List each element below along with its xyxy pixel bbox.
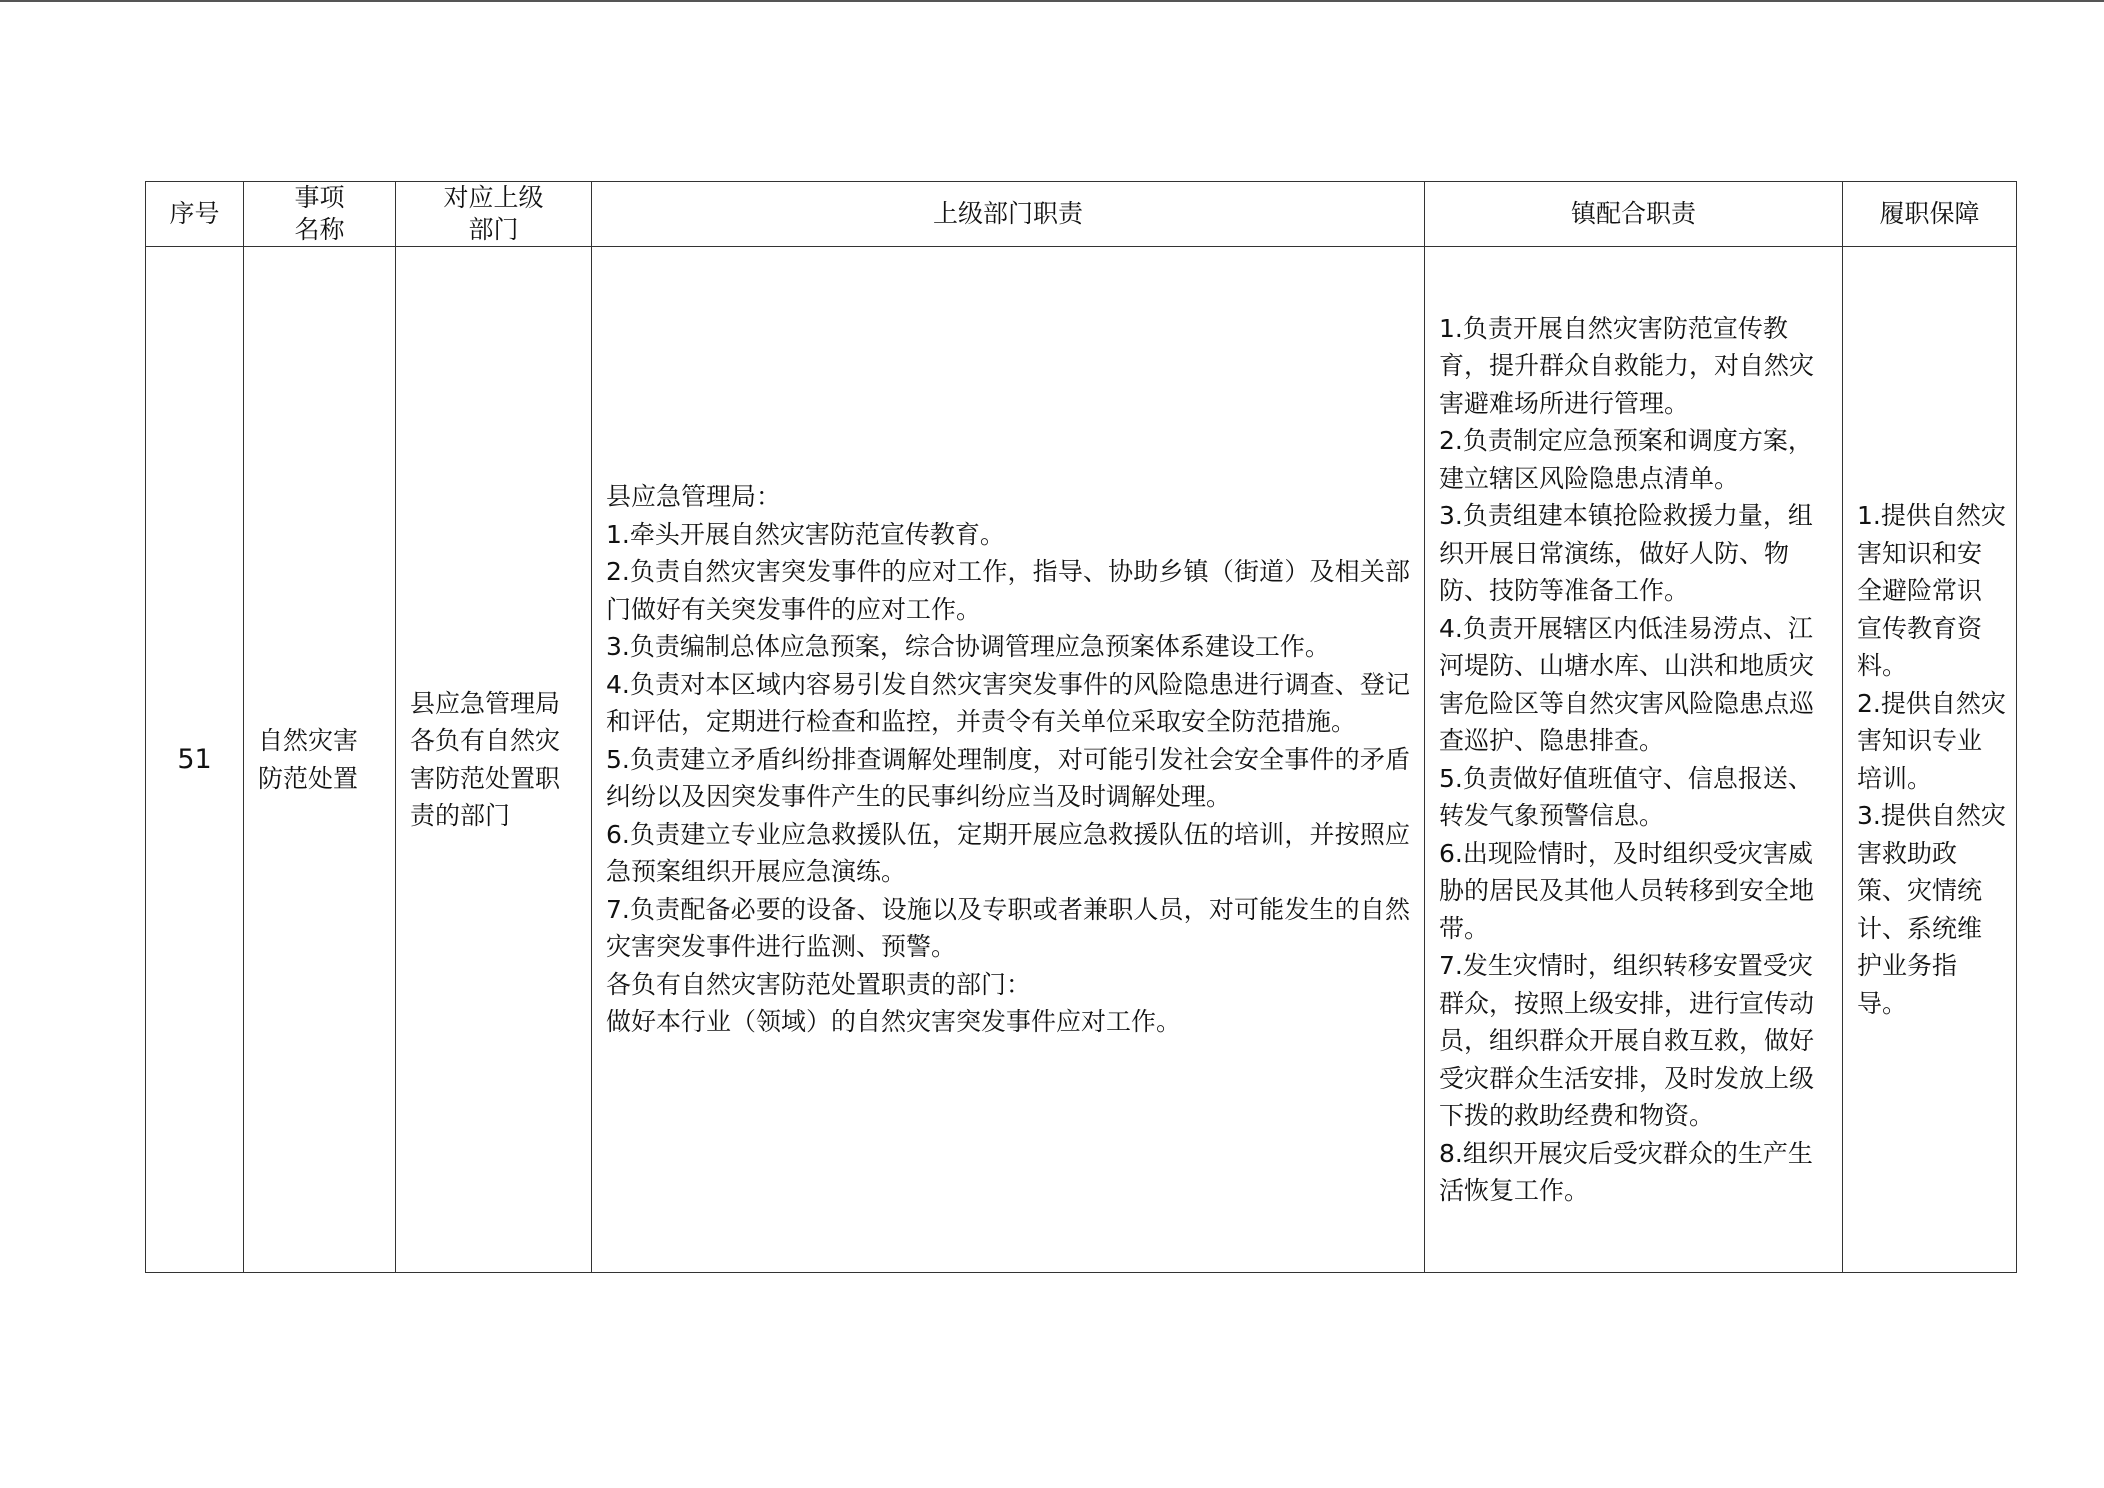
header-dept [396,182,592,247]
upper-duty-line: 4.负责对本区域内容易引发自然灾害突发事件的风险隐患进行调查、登记和评估，定期进行检查和监控，并责令有关单位采取安全防范措施。 [606,669,1410,737]
town-duty-line: 2.负责制定应急预案和调度方案，建立辖区风险隐患点清单。 [1439,426,1813,493]
header-index [146,182,244,247]
table-row [146,247,2017,1273]
upper-duty-line: 县应急管理局： [606,482,782,512]
upper-duty-line: 7.负责配备必要的设备、设施以及专职或者兼职人员，对可能发生的自然灾害突发事件进行监测、预警。 [606,894,1410,962]
upper-duty-line: 2.负责自然灾害突发事件的应对工作，指导、协助乡镇（街道）及相关部门做好有关突发事件的应对工作。 [606,557,1410,624]
guarantee-line: 2.提供自然灾害知识专业培训。 [1857,688,2006,793]
header-town-duty-label: 镇配合职责 [1570,199,1696,228]
cell-guarantee [1843,247,2017,1273]
header-dept-line-1: 对应上级 [443,183,544,212]
header-item-name-line-2: 名称 [294,215,345,244]
town-duty-line: 5.负责做好值班值守、信息报送、转发气象预警信息。 [1439,763,1813,830]
upper-duty-line: 1.牵头开展自然灾害防范宣传教育。 [606,519,1005,549]
upper-duty-line: 各负有自然灾害防范处置职责的部门： [606,969,1032,999]
table-header-row [146,182,2017,247]
guarantee-line: 3.提供自然灾害救助政策、灾情统计、系统维护业务指导。 [1857,801,2006,1018]
header-item-name [244,182,396,247]
header-item-name-line-1: 事项 [294,183,345,212]
town-duty-line: 3.负责组建本镇抢险救援力量，组织开展日常演练，做好人防、物防、技防等准备工作。 [1439,501,1813,605]
upper-duty-line: 6.负责建立专业应急救援队伍，定期开展应急救援队伍的培训，并按照应急预案组织开展应急演练。 [606,819,1410,887]
upper-duty-line: 5.负责建立矛盾纠纷排查调解处理制度，对可能引发社会安全事件的矛盾纠纷以及因突发事件产生的民事纠纷应当及时调解处理。 [606,744,1410,812]
header-upper-duty-label: 上级部门职责 [932,199,1083,228]
header-guarantee [1843,182,2017,247]
header-town-duty [1425,182,1843,247]
header-upper-duty [592,182,1425,247]
header-dept-line-2: 部门 [468,215,519,244]
cell-upper-duty [592,247,1425,1273]
town-duty-line: 6.出现险情时，及时组织受灾害威胁的居民及其他人员转移到安全地带。 [1439,838,1815,943]
town-duty-line: 7.发生灾情时，组织转移安置受灾群众，按照上级安排，进行宣传动员，组织群众开展自救互救，做好受灾群众生活安排，及时发放上级下拨的救助经费和物资。 [1439,951,1815,1130]
guarantee-line: 1.提供自然灾害知识和安全避险常识宣传教育资料。 [1857,501,2006,680]
town-duty-line: 8.组织开展灾后受灾群众的生产生活恢复工作。 [1439,1138,1813,1205]
header-index-label: 序号 [169,199,220,228]
duty-table [145,181,2017,1273]
town-duty-line: 1.负责开展自然灾害防范宣传教育，提升群众自救能力，对自然灾害避难场所进行管理。 [1439,313,1815,418]
cell-town-duty [1425,247,1843,1273]
cell-dept: 县应急管理局各负有自然灾害防范处置职责的部门 [396,247,592,1273]
header-guarantee-label: 履职保障 [1879,199,1980,228]
upper-duty-line: 3.负责编制总体应急预案，综合协调管理应急预案体系建设工作。 [606,632,1330,662]
cell-index: 51 [146,247,244,1273]
cell-item-name: 自然灾害防范处置 [244,247,396,1273]
town-duty-line: 4.负责开展辖区内低洼易涝点、江河堤防、山塘水库、山洪和地质灾害危险区等自然灾害风险隐患点巡查巡护、隐患排查。 [1439,613,1815,755]
upper-duty-line: 做好本行业（领域）的自然灾害突发事件应对工作。 [606,1007,1182,1037]
